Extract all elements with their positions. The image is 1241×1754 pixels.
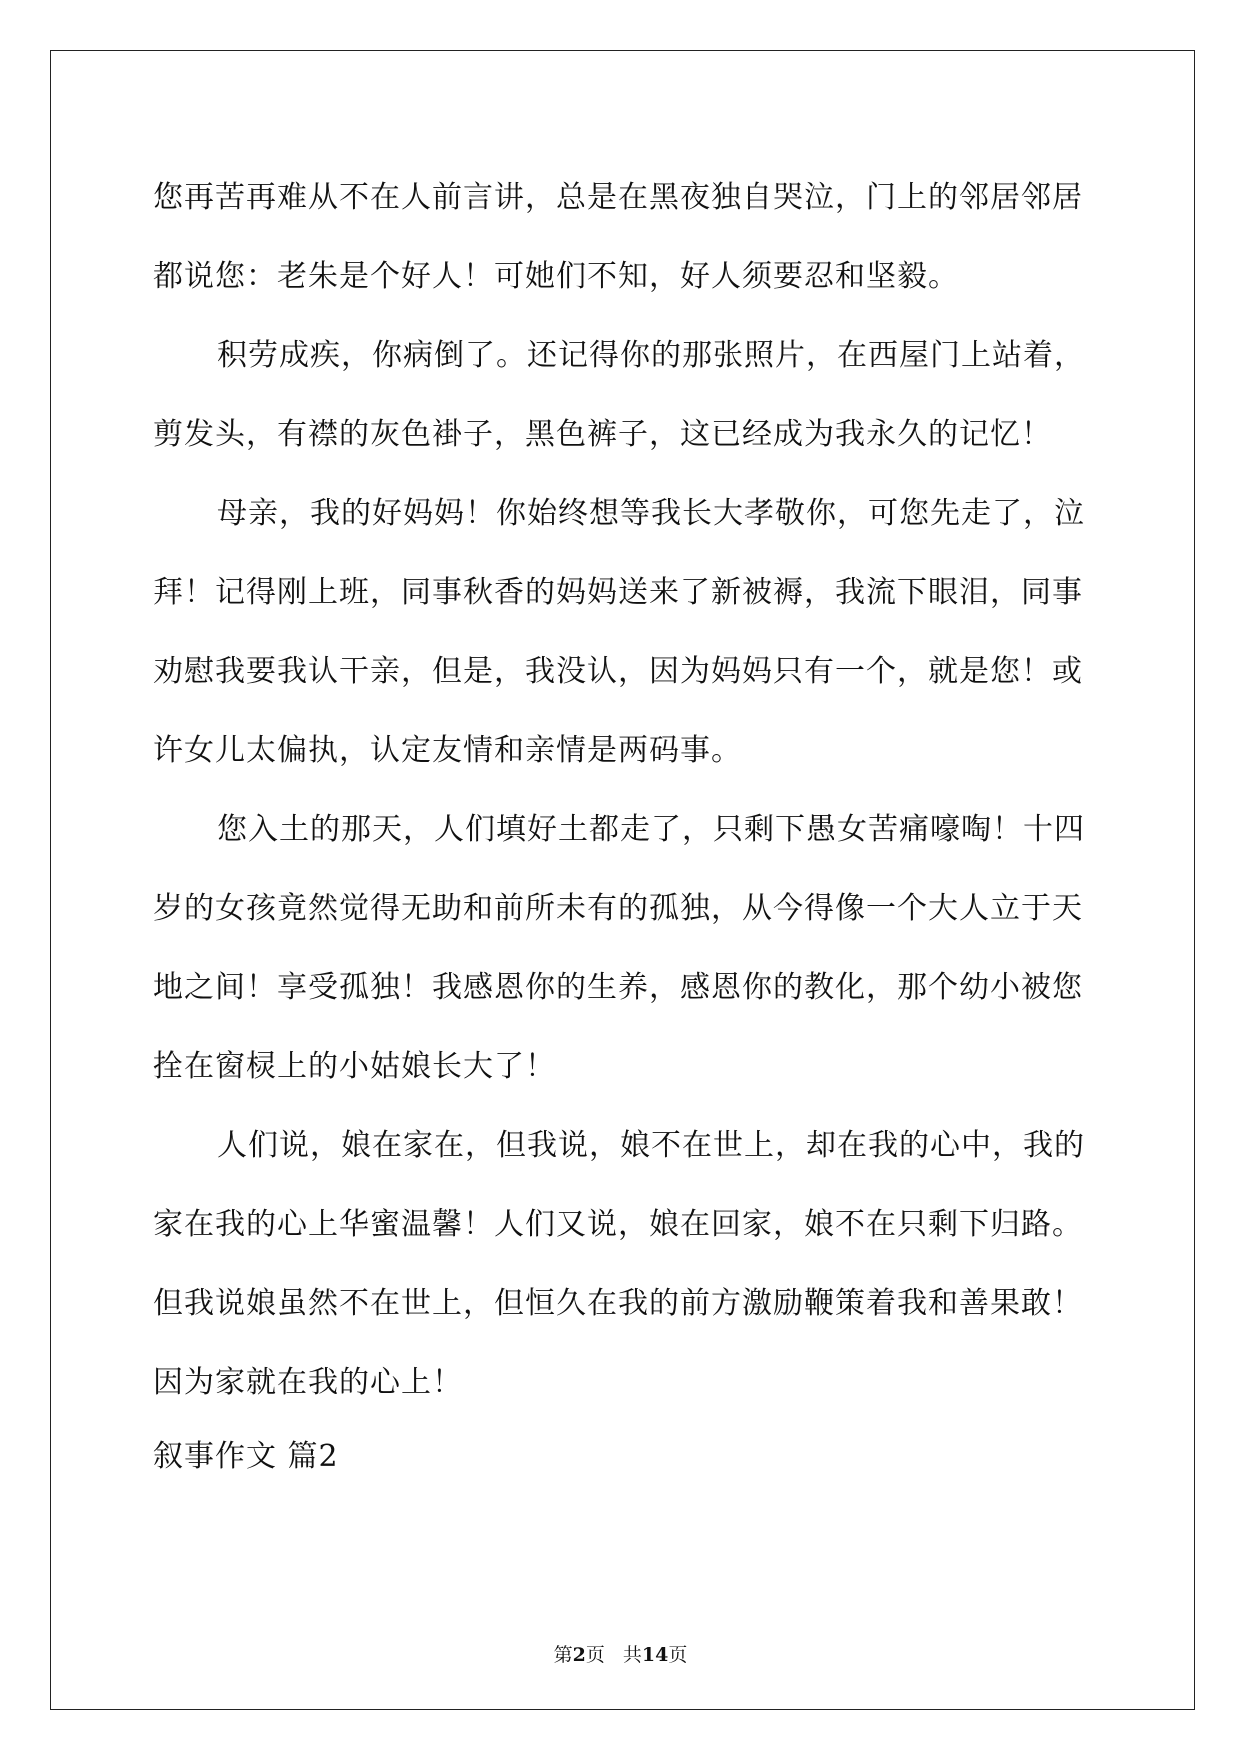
text-line: 因为家就在我的心上！ bbox=[153, 1365, 463, 1400]
text-line: 但我说娘虽然不在世上，但恒久在我的前方激励鞭策着我和善果敢！ bbox=[153, 1286, 1083, 1321]
text-line: 拜！记得刚上班，同事秋香的妈妈送来了新被褥，我流下眼泪，同事 bbox=[153, 575, 1083, 610]
page-footer bbox=[0, 1640, 1241, 1667]
total-page-count: 14 bbox=[641, 1644, 669, 1666]
text-line: 家在我的心上华蜜温馨！人们又说，娘在回家，娘不在只剩下归路。 bbox=[153, 1207, 1083, 1242]
paragraph bbox=[153, 316, 1093, 474]
section-heading: 叙事作文 篇2 bbox=[153, 1439, 339, 1474]
footer-page-suffix: 页 bbox=[585, 1644, 605, 1666]
paragraph bbox=[153, 474, 1093, 790]
text-line: 人们说，娘在家在，但我说，娘不在世上，却在我的心中，我的 bbox=[217, 1128, 1085, 1163]
current-page-number: 2 bbox=[572, 1644, 586, 1666]
footer-total-prefix: 共 bbox=[622, 1644, 642, 1666]
text-line: 剪发头，有襟的灰色褂子，黑色裤子，这已经成为我永久的记忆！ bbox=[153, 417, 1052, 452]
text-line: 积劳成疾，你病倒了。还记得你的那张照片，在西屋门上站着， bbox=[217, 338, 1085, 373]
text-line: 都说您：老朱是个好人！可她们不知，好人须要忍和坚毅。 bbox=[153, 259, 959, 294]
paragraph bbox=[153, 158, 1093, 316]
text-line: 拴在窗棂上的小姑娘长大了！ bbox=[153, 1049, 556, 1084]
footer-total-suffix: 页 bbox=[668, 1644, 688, 1666]
text-line: 许女儿太偏执，认定友情和亲情是两码事。 bbox=[153, 733, 742, 768]
text-line: 您再苦再难从不在人前言讲，总是在黑夜独自哭泣，门上的邻居邻居 bbox=[153, 180, 1083, 215]
document-body bbox=[153, 158, 1093, 1492]
text-line: 母亲，我的好妈妈！你始终想等我长大孝敬你，可您先走了，泣 bbox=[217, 496, 1085, 531]
text-line: 劝慰我要我认干亲，但是，我没认，因为妈妈只有一个，就是您！或 bbox=[153, 654, 1083, 689]
text-line: 地之间！享受孤独！我感恩你的生养，感恩你的教化，那个幼小被您 bbox=[153, 970, 1083, 1005]
paragraph bbox=[153, 790, 1093, 1106]
paragraph bbox=[153, 1106, 1093, 1422]
text-line: 岁的女孩竟然觉得无助和前所未有的孤独，从今得像一个大人立于天 bbox=[153, 891, 1083, 926]
text-line: 您入土的那天，人们填好土都走了，只剩下愚女苦痛嚎啕！十四 bbox=[217, 812, 1085, 847]
footer-prefix: 第 bbox=[553, 1644, 573, 1666]
